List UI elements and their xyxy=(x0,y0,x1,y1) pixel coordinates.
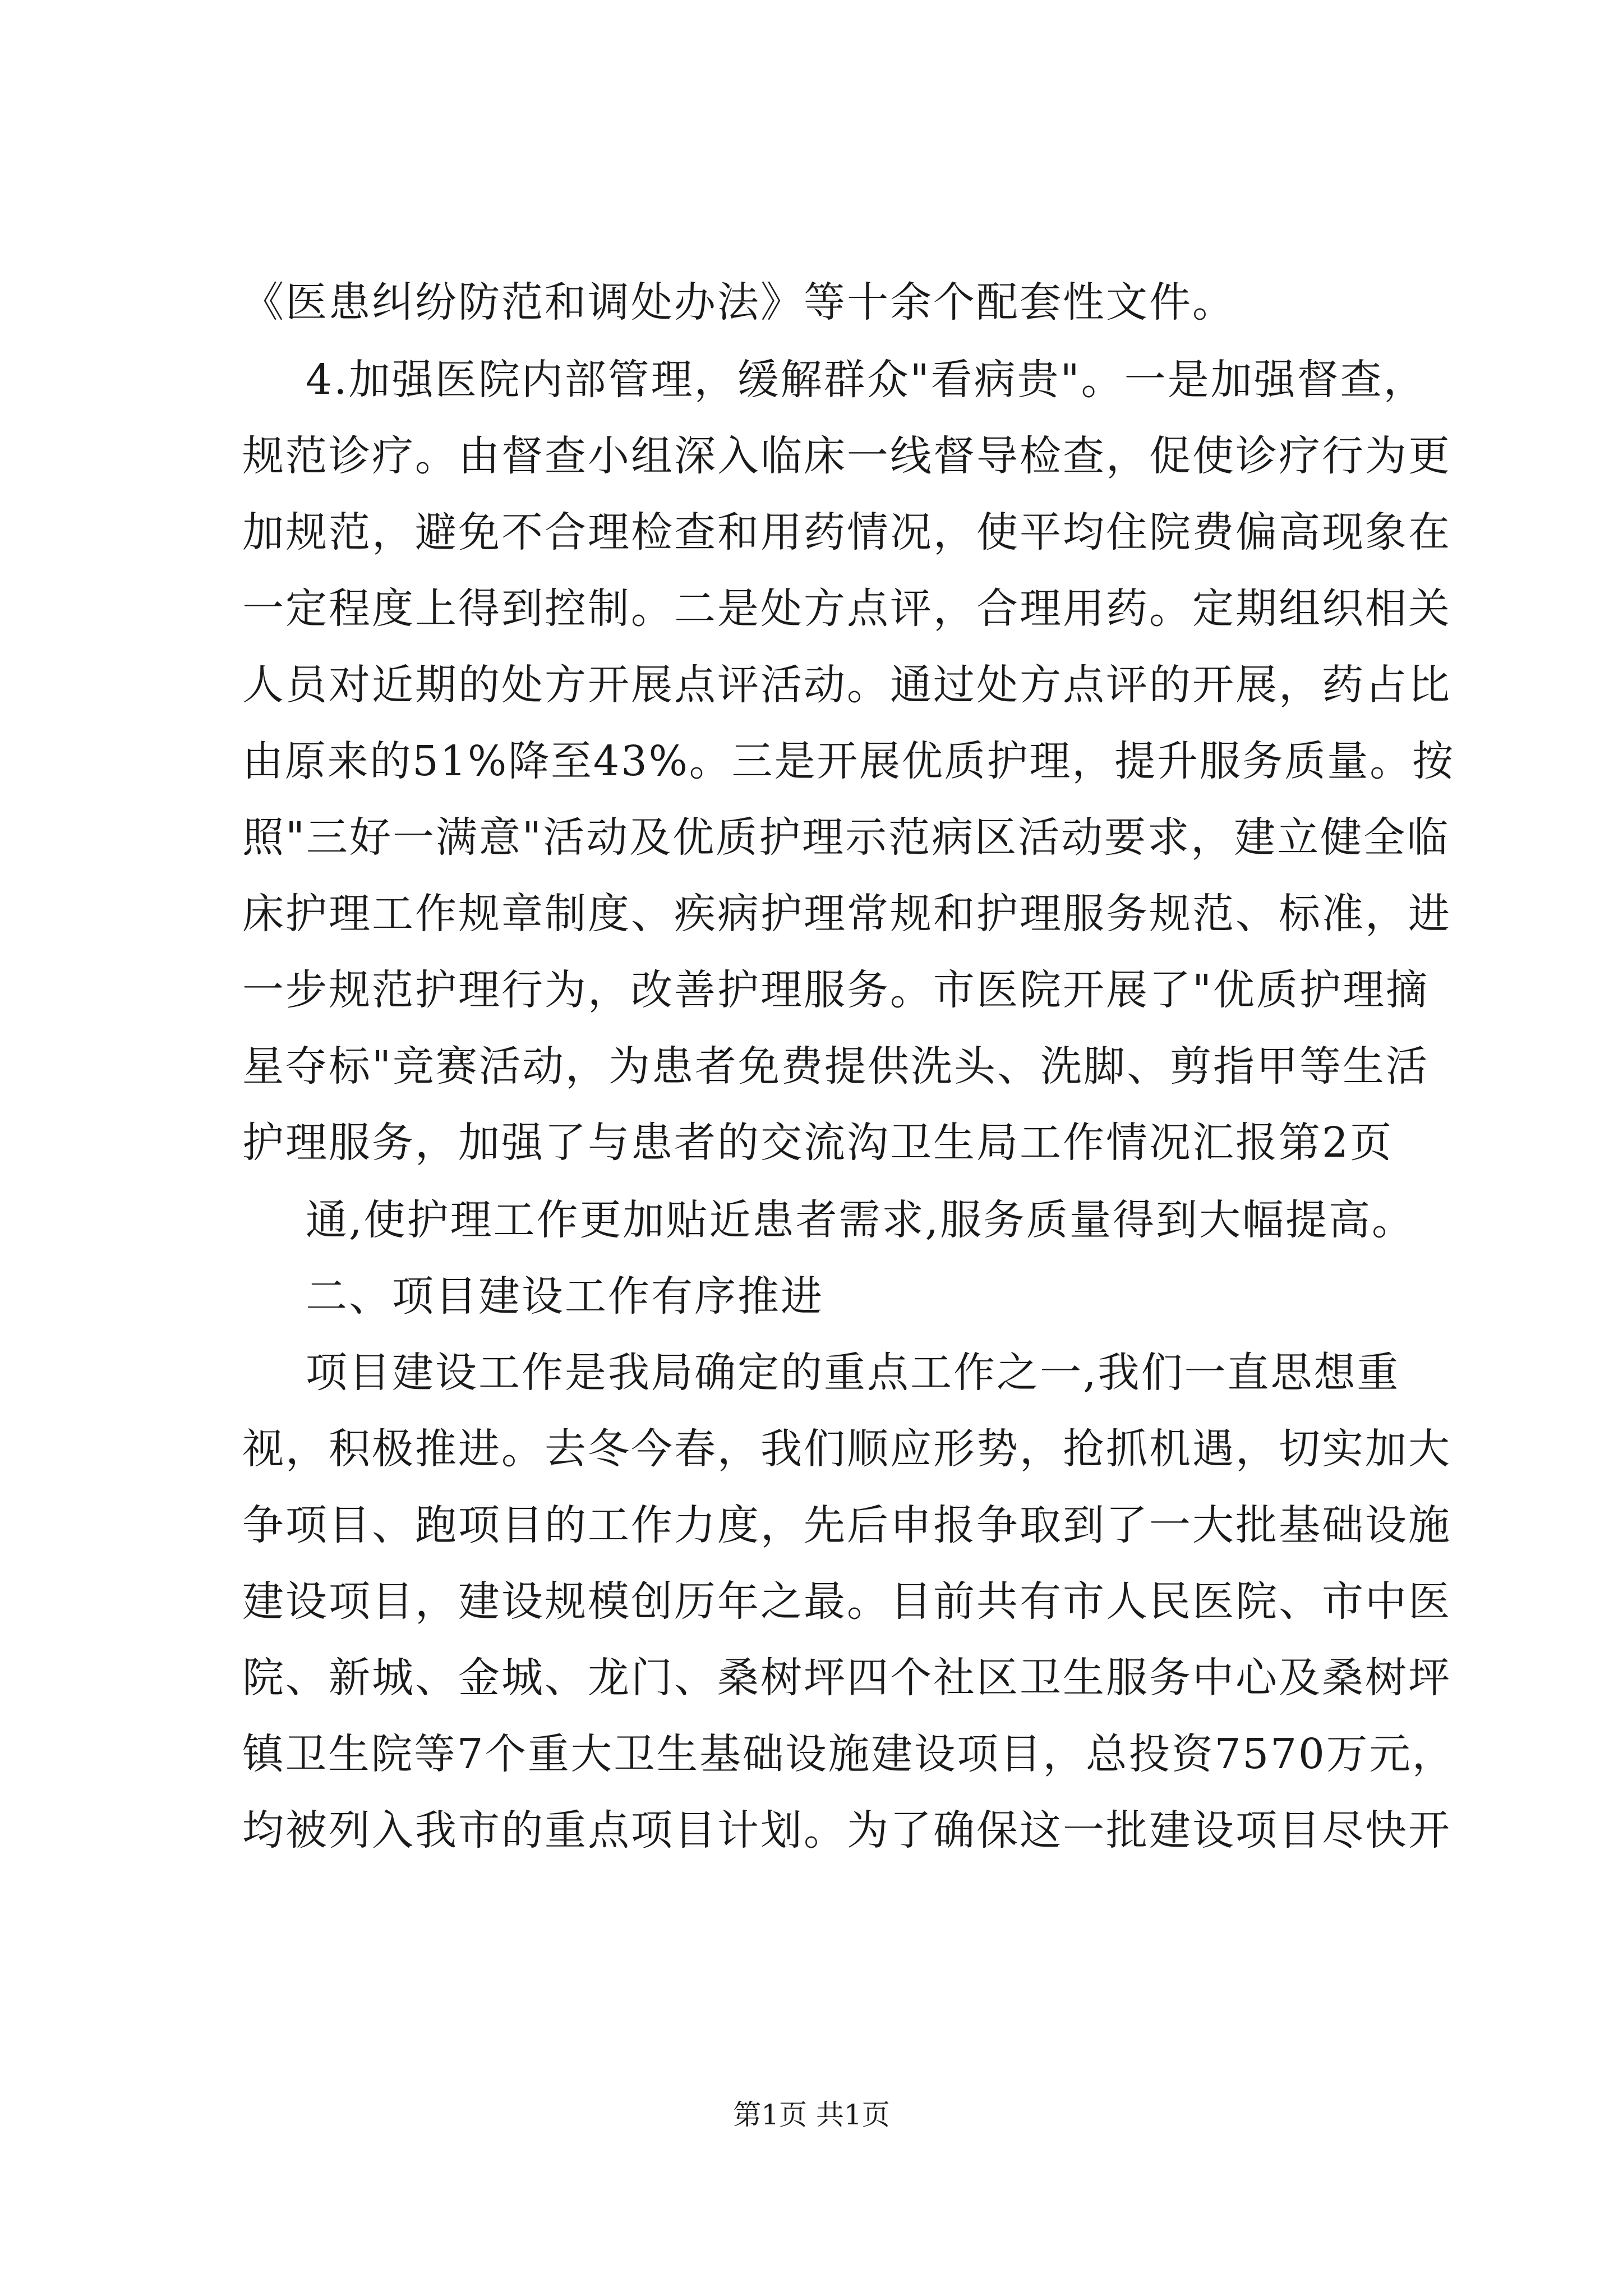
text-line-11: 星夺标"竞赛活动，为患者免费提供洗头、洗脚、剪指甲等生活 xyxy=(242,1042,1430,1091)
text-line-3: 规范诊疗。由督查小组深入临床一线督导检查，促使诊疗行为更 xyxy=(242,432,1451,480)
text-line-9: 床护理工作规章制度、疾病护理常规和护理服务规范、标准，进 xyxy=(242,890,1451,938)
text-line-20: 镇卫生院等7个重大卫生基础设施建设项目，总投资7570万元， xyxy=(242,1730,1455,1778)
text-line-5: 一定程度上得到控制。二是处方点评，合理用药。定期组织相关 xyxy=(242,585,1451,633)
text-line-16: 视，积极推进。去冬今春，我们顺应形势，抢抓机遇，切实加大 xyxy=(242,1425,1451,1473)
text-line-21: 均被列入我市的重点项目计划。为了确保这一批建设项目尽快开 xyxy=(242,1806,1451,1855)
text-line-15: 项目建设工作是我局确定的重点工作之一,我们一直思想重 xyxy=(306,1349,1400,1397)
text-line-17: 争项目、跑项目的工作力度，先后申报争取到了一大批基础设施 xyxy=(242,1501,1451,1549)
section-heading: 二、项目建设工作有序推进 xyxy=(306,1272,824,1320)
text-line-2: 4.加强医院内部管理，缓解群众"看病贵"。一是加强督查， xyxy=(306,356,1427,404)
text-line-1: 《医患纠纷防范和调处办法》等十余个配套性文件。 xyxy=(242,278,1235,326)
text-line-7: 由原来的51%降至43%。三是开展优质护理，提升服务质量。按 xyxy=(242,737,1455,785)
page-footer: 第1页 共1页 xyxy=(733,2099,890,2131)
text-line-19: 院、新城、金城、龙门、桑树坪四个社区卫生服务中心及桑树坪 xyxy=(242,1654,1451,1702)
text-line-10: 一步规范护理行为，改善护理服务。市医院开展了"优质护理摘 xyxy=(242,966,1430,1014)
text-line-12: 护理服务，加强了与患者的交流沟卫生局工作情况汇报第2页 xyxy=(242,1119,1394,1167)
text-line-13: 通,使护理工作更加贴近患者需求,服务质量得到大幅提高。 xyxy=(306,1196,1415,1244)
text-line-6: 人员对近期的处方开展点评活动。通过处方点评的开展，药占比 xyxy=(242,661,1451,709)
text-line-8: 照"三好一满意"活动及优质护理示范病区活动要求，建立健全临 xyxy=(242,813,1450,862)
text-line-4: 加规范，避免不合理检查和用药情况，使平均住院费偏高现象在 xyxy=(242,508,1451,556)
text-line-18: 建设项目，建设规模创历年之最。目前共有市人民医院、市中医 xyxy=(242,1577,1451,1626)
